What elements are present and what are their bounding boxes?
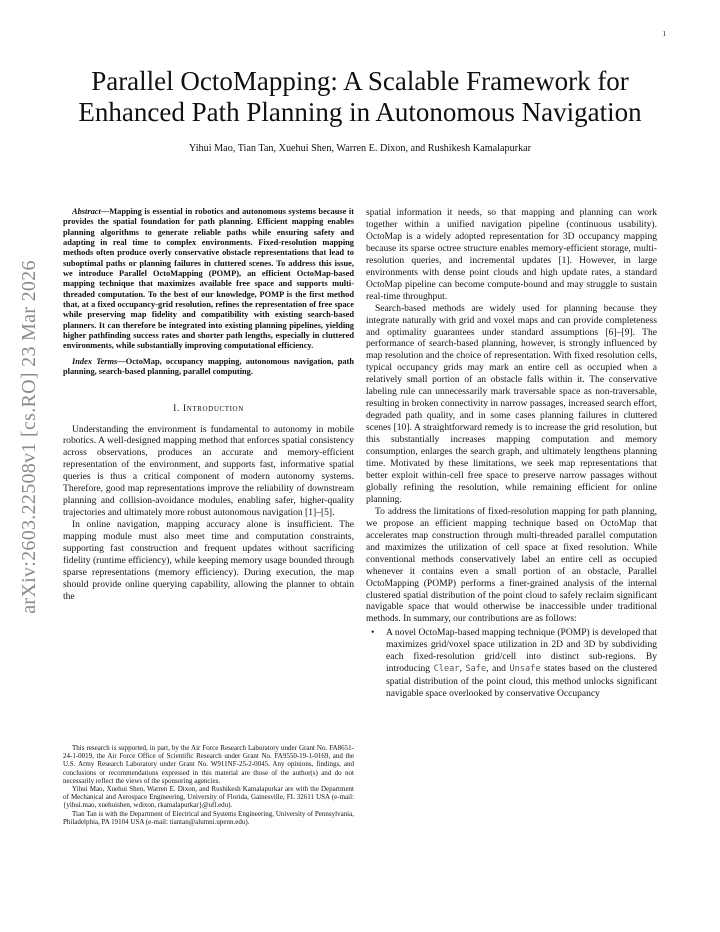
state-safe: Safe [465, 664, 487, 675]
abstract-text: —Mapping is essential in robotics and autonomous systems because it provides the spatial foundation for path planning. Efficient mapping enables planning algorithms to generate reliable paths while ensuring safety and adapting in real time to complex environments. Fixed-resolution mapping methods often produce overly conservative obstacle representations that lead to suboptimal paths or planning failures in cluttered scenes. To address this issue, we introduce Parallel OctoMapping (POMP), an efficient OctoMap-based mapping technique that maximizes available free space and supports multi-threaded computation. To the best of our knowledge, POMP is the first method that, at a fixed occupancy-grid resolution, refines the representation of free space while preserving map fidelity and compatibility with existing search-based planners. It can therefore be integrated into existing planning pipelines, yielding higher pathfinding success rates and shorter path lengths, especially in cluttered environments, while substantially improving computational efficiency. [63, 207, 354, 351]
abstract [63, 207, 354, 352]
title-line-2: Enhanced Path Planning in Autonomous Navigation [78, 97, 642, 127]
contributions-list [366, 627, 657, 700]
intro-paragraph-1: Understanding the environment is fundamental to autonomy in mobile robotics. A well-designed mapping method that enforces spatial consistency across observations, produces an accurate and memory-efficient representation of the environment, and supports fast, informative spatial queries is thus a critical component of modern autonomy systems. Therefore, good map representations improve the reliability of downstream planning and collision-avoidance modules, enabling safer, higher-quality trajectories and ultimately more robust autonomous navigation [1]–[5]. [63, 423, 354, 519]
paper-title [40, 66, 680, 128]
author-list: Yihui Mao, Tian Tan, Xuehui Shen, Warren E. Dixon, and Rushikesh Kamalapurkar [188, 143, 532, 154]
index-terms-label: Index Terms [72, 356, 118, 366]
section-heading-introduction: I. Introduction [173, 402, 244, 414]
right-paragraph-3: To address the limitations of fixed-resolution mapping for path planning, we propose an efficient mapping technique based on OctoMap that accelerates map construction through multi-threaded parallel computation and maximizes the utilization of cell space at fixed resolution. While conventional methods conservatively label an entire cell as occupied whenever it contains even a small portion of an obstacle, Parallel OctoMapping (POMP) performs a finer-grained analysis of the internal clustered spatial distribution of the point cloud to safely reclaim significant navigable space that would otherwise be inaccessible under traditional methods. In summary, our contributions are as follows: [366, 505, 657, 625]
index-terms [63, 357, 354, 378]
footnote-affiliation-ufl: Yihui Mao, Xuehui Shen, Warren E. Dixon, and Rushikesh Kamalapurkar are with the Department of Mechanical and Aerospace Engineering, University of Florida, Gainesville, FL 32611 USA (e-mail: {yihui.mao, xuehuishen, wdixon, rkamalapurkar}@ufl.edu). [63, 785, 354, 810]
abstract-label: Abstract [72, 207, 101, 216]
page-number: 1 [662, 30, 666, 38]
right-column [366, 207, 657, 700]
state-clear: Clear [433, 664, 460, 675]
arxiv-identifier-watermark: arXiv:2603.22508v1 [cs.RO] 23 Mar 2026 [18, 260, 40, 614]
title-line-1: Parallel OctoMapping: A Scalable Framework for [91, 66, 629, 96]
bullet-icon: • [371, 627, 375, 639]
intro-paragraph-2: In online navigation, mapping accuracy alone is insufficient. The mapping module must also meet time and computation constraints, supporting fast construction and frequent updates without sacrificing fidelity (runtime efficiency), while keeping memory usage bounded through sparse representations (memory efficiency). During execution, the map should provide online querying capability, allowing the planner to obtain the [63, 519, 354, 602]
index-terms-text: —OctoMap, occupancy mapping, autonomous navigation, path planning, search-based planning, parallel computing. [63, 356, 354, 377]
state-unsafe: Unsafe [509, 664, 541, 675]
footnote-affiliation-upenn: Tian Tan is with the Department of Electrical and Systems Engineering, University of Pennsylvania, Philadelphia, PA 19104 USA (e-mail: tiantan@alumni.upenn.edu). [63, 809, 354, 826]
footnotes [63, 744, 354, 826]
left-column [63, 207, 354, 603]
right-paragraph-2: Search-based methods are widely used for planning because they integrate naturally with grid and voxel maps and can provide completeness and optimality guarantees under standard assumptions [6]–[9]. The performance of search-based planning, however, is strongly influenced by map resolution and the choice of representation. With fixed resolution cells, typical occupancy grids may mark an entire cell as occupied when a relatively small portion of an obstacle falls within it. The conservative labeling rule can unnecessarily mark traversable space as non-traversable, resulting in broken connectivity in narrow passages, increased search effort, degraded path quality, and in some cases planning failures in cluttered scenes [10]. A straightforward remedy is to increase the grid resolution, but this substantially increases mapping computation and memory consumption, enlarges the search graph, and ultimately lengthens planning time. Motivated by these limitations, we seek map representations that better exploit within-cell free space to preserve narrow passages without globally refining the resolution, while remaining efficient for online planning. [366, 302, 657, 505]
contribution-item: • A novel OctoMap-based mapping technique (POMP) is developed that maximizes grid/voxel space utilization in 2D and 3D by subdividing each fixed-resolution grid/cell into distinct sub-regions. By introducing Clear, Safe, and Unsafe states based on the clustered spatial distribution of the point cloud, this method unlocks significant navigable space overlooked by conservative Occupancy [371, 627, 657, 700]
footnote-funding: This research is supported, in part, by the Air Force Research Laboratory under Grant No. FA8651-24-1-0019, the Air Force Office of Scientific Research under Grant No. FA9550-19-1-0169, and the U.S. Army Research Laboratory under Grant No. W911NF-25-2-0045. Any opinions, findings, and conclusions or recommendations expressed in this material are those of the author(s) and do not necessarily reflect the views of the sponsoring agencies. [63, 744, 354, 785]
right-paragraph-1: spatial information it needs, so that mapping and planning can work together within a unified navigation pipeline (continuous usability). OctoMap is a widely adopted representation for 3D occupancy mapping because its sparse octree structure enables memory-efficient storage, multi-resolution queries, and incremental updates [1]. However, in large environments with dense point clouds and high update rates, a standard OctoMap pipeline can become compute-bound and may struggle to sustain real-time throughput. [366, 207, 657, 302]
